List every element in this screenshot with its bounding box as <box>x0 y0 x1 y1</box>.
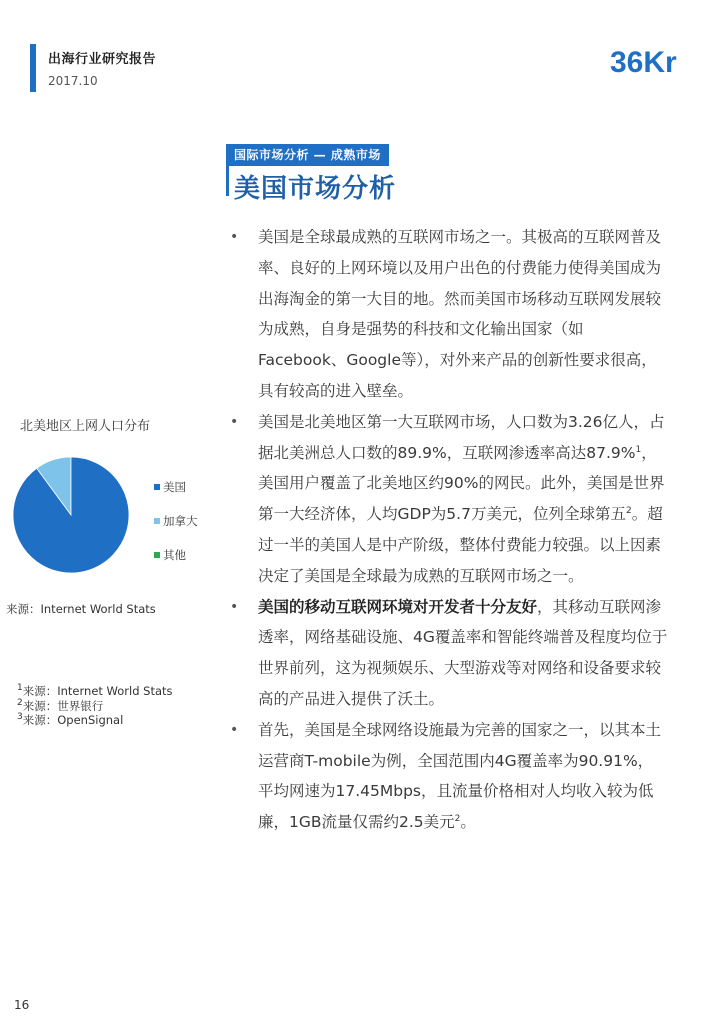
footnote-text: 来源：Internet World Stats <box>22 684 173 698</box>
paragraph-4-end: 。 <box>460 813 476 832</box>
paragraph-2-text-b: ，美国用户覆盖了北美地区约90%的网民。此外，美国是世界第一大经济体，人均GDP为5.7万美元，位列全球第五 <box>258 443 665 524</box>
paragraph-3 <box>228 592 668 715</box>
bullet-icon: • <box>230 721 239 738</box>
36kr-logo <box>608 38 692 84</box>
legend-swatch <box>154 552 160 558</box>
footnote-text: 来源：世界银行 <box>22 698 104 713</box>
paragraph-3-text: ，其移动互联网渗透率，网络基础设施、4G覆盖率和智能终端普及程度均位于世界前列，这为视频娱乐、大型游戏等对网络和设备要求较高的产品进入提供了沃土。 <box>258 597 668 708</box>
paragraph-2 <box>228 407 668 592</box>
legend-swatch <box>154 518 160 524</box>
pie-chart <box>12 456 130 574</box>
chart-source: 来源：Internet World Stats <box>6 602 156 616</box>
footnote-3 <box>17 713 173 728</box>
report-date: 2017.10 <box>48 74 98 88</box>
report-title: 出海行业研究报告 <box>48 52 157 67</box>
paragraph-2-text-c: 。超过一半的美国人是中产阶级，整体付费能力较强。以上因素决定了美国是全球最为成熟的互联网市场之一。 <box>258 505 663 585</box>
bullet-icon: • <box>230 598 239 615</box>
section-title: 美国市场分析 <box>234 174 397 204</box>
paragraph-3-emphasis: 美国的移动互联网环境对开发者十分友好 <box>258 597 538 616</box>
legend-swatch <box>154 484 160 490</box>
legend-label: 美国 <box>163 479 186 494</box>
paragraph-1-text: 美国是全球最成熟的互联网市场之一。其极高的互联网普及率、良好的上网环境以及用户出色的付费能力使得美国成为出海淘金的第一大目的地。然而美国市场移动互联网发展较为成熟，自身是强势的科技和文化输出国家（如Facebook、Google等），对外来产品的创新性要求很高，具有较高的进入壁垒。 <box>258 228 662 400</box>
paragraph-1 <box>228 222 668 407</box>
chart-title: 北美地区上网人口分布 <box>20 419 151 434</box>
footnotes <box>17 684 173 728</box>
section-rule <box>226 166 229 196</box>
paragraph-2-text-a: 美国是北美地区第一大互联网市场，人口数为3.26亿人，占据北美洲总人口数的89.9%，互联网渗透率高达87.9% <box>258 412 665 462</box>
page-number: 16 <box>14 998 30 1012</box>
footnote-text: 来源：OpenSignal <box>22 713 124 727</box>
legend-item-other <box>154 546 198 563</box>
legend-item-canada <box>154 512 198 529</box>
chart-legend <box>154 478 198 580</box>
footnote-2 <box>17 699 173 714</box>
legend-label: 加拿大 <box>163 513 198 528</box>
section-tag: 国际市场分析 — 成熟市场 <box>226 144 389 166</box>
footnote-ref: 2 <box>454 813 461 824</box>
logo-text: 36Kr <box>610 46 677 79</box>
footnote-1 <box>17 684 173 699</box>
header-accent-bar <box>30 44 36 92</box>
pie-slice-美国 <box>13 457 129 573</box>
legend-label: 其他 <box>163 547 186 562</box>
footnote-number: 3 <box>17 712 23 723</box>
paragraph-4 <box>228 715 668 838</box>
legend-item-us <box>154 478 198 495</box>
body-paragraph-list <box>228 222 668 838</box>
bullet-icon: • <box>230 413 239 430</box>
bullet-icon: • <box>230 229 239 245</box>
footnote-ref: 1 <box>635 444 642 455</box>
footnote-ref: 2 <box>625 506 632 517</box>
footnote-number: 1 <box>17 683 23 694</box>
footnote-number: 2 <box>17 697 23 708</box>
paragraph-4-text: 首先，美国是全球网络设施最为完善的国家之一，以其本土运营商T-mobile为例，全国范围内4G覆盖率为90.91%，平均网速为17.45Mbps，且流量价格相对人均收入较为低廉，1GB流量仅需约2.5美元 <box>258 720 662 832</box>
